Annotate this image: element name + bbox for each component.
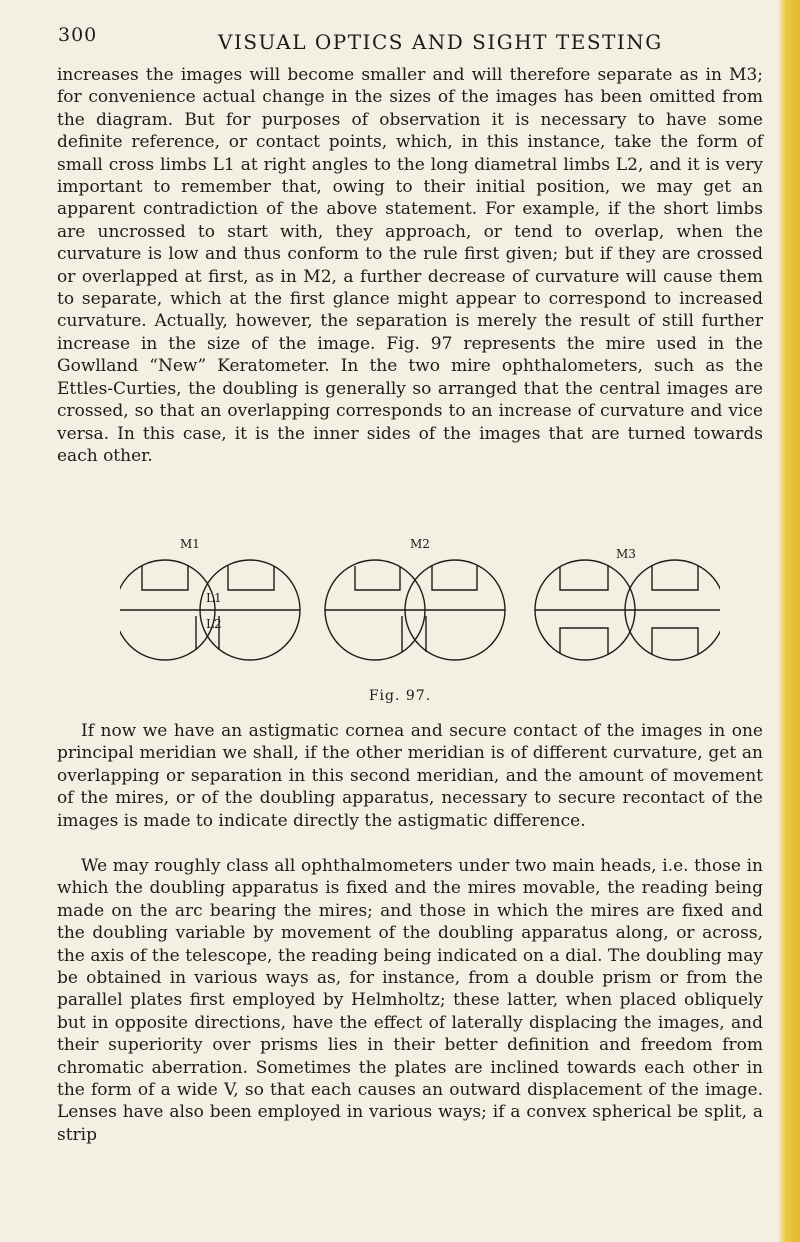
paragraph-3: We may roughly class all ophthalmometers under two main heads, i.e. those in which the doubling apparatus is fixed and the mires movable, the reading being made on the arc bearing the mires; and those in which the mires are fixed and the doubling variable by movement of the doubling apparatus along, or across, the axis of the telescope, the reading being indicated on a dial. The doubling may be obtained in various ways as, for instance, from a double prism or from the parallel plates first employed by Helmholtz; these latter, when placed obliquely but in opposite directions, have the effect of laterally displacing the images, and their superiority over prisms lies in their better definition and freedom from chromatic aberration. Sometimes the plates are inclined towards each other in the form of a wide V, so that each causes an outward displacement of the image. Lenses have also been employed in various ways; if a convex spherical be split, a strip [57,856,763,1145]
figure-97-mire-diagram [120,530,720,680]
page-edge-strip [778,0,800,1242]
paragraph-2: If now we have an astigmatic cornea and secure contact of the images in one principal meridian we shall, if the other meridian is of different curvature, get an overlapping or separation in this second meridian, and the amount of movement of the mires, or of the doubling apparatus, necessary to secure recontact of the images is made to indicate directly the astigmatic difference. [57,721,763,831]
mire-m2 [325,560,505,660]
mire-diagram-svg [120,530,720,680]
page-number: 300 [58,24,98,46]
label-l2: L2 [206,617,222,631]
mire-m1 [120,560,300,660]
label-m3: M3 [616,547,636,561]
label-m2: M2 [410,537,430,551]
label-l1: L1 [206,591,222,605]
running-head: VISUAL OPTICS AND SIGHT TESTING [218,30,663,54]
mire-m3 [535,560,720,660]
label-m1: M1 [180,537,200,551]
figure-caption: Fig. 97. [368,688,432,704]
paragraph-1: increases the images will become smaller and will therefore separate as in M3; for convenience actual change in the sizes of the images has been omitted from the diagram. But for purposes of observation it is necessary to have some definite reference, or contact points, which, in this instance, take the form of small cross limbs L1 at right angles to the long diametral limbs L2, and it is very important to remember that, owing to their initial position, we may get an apparent contradiction of the above statement. For example, if the short limbs are uncrossed to start with, they approach, or tend to overlap, when the curvature is low and thus conform to the rule first given; but if they are crossed or overlapped at first, as in M2, a further decrease of curvature will cause them to separate, which at the first glance might appear to correspond to increased curvature. Actually, however, the separation is merely the result of still further increase in the size of the image. Fig. 97 represents the mire used in the Gowlland “New” Keratometer. In the two mire ophthalometers, such as the Ettles-Curties, the doubling is generally so arranged that the central images are crossed, so that an overlapping corresponds to an increase of curvature and vice versa. In this case, it is the inner sides of the images that are turned towards each other. [57,65,763,466]
page-header [58,22,758,62]
